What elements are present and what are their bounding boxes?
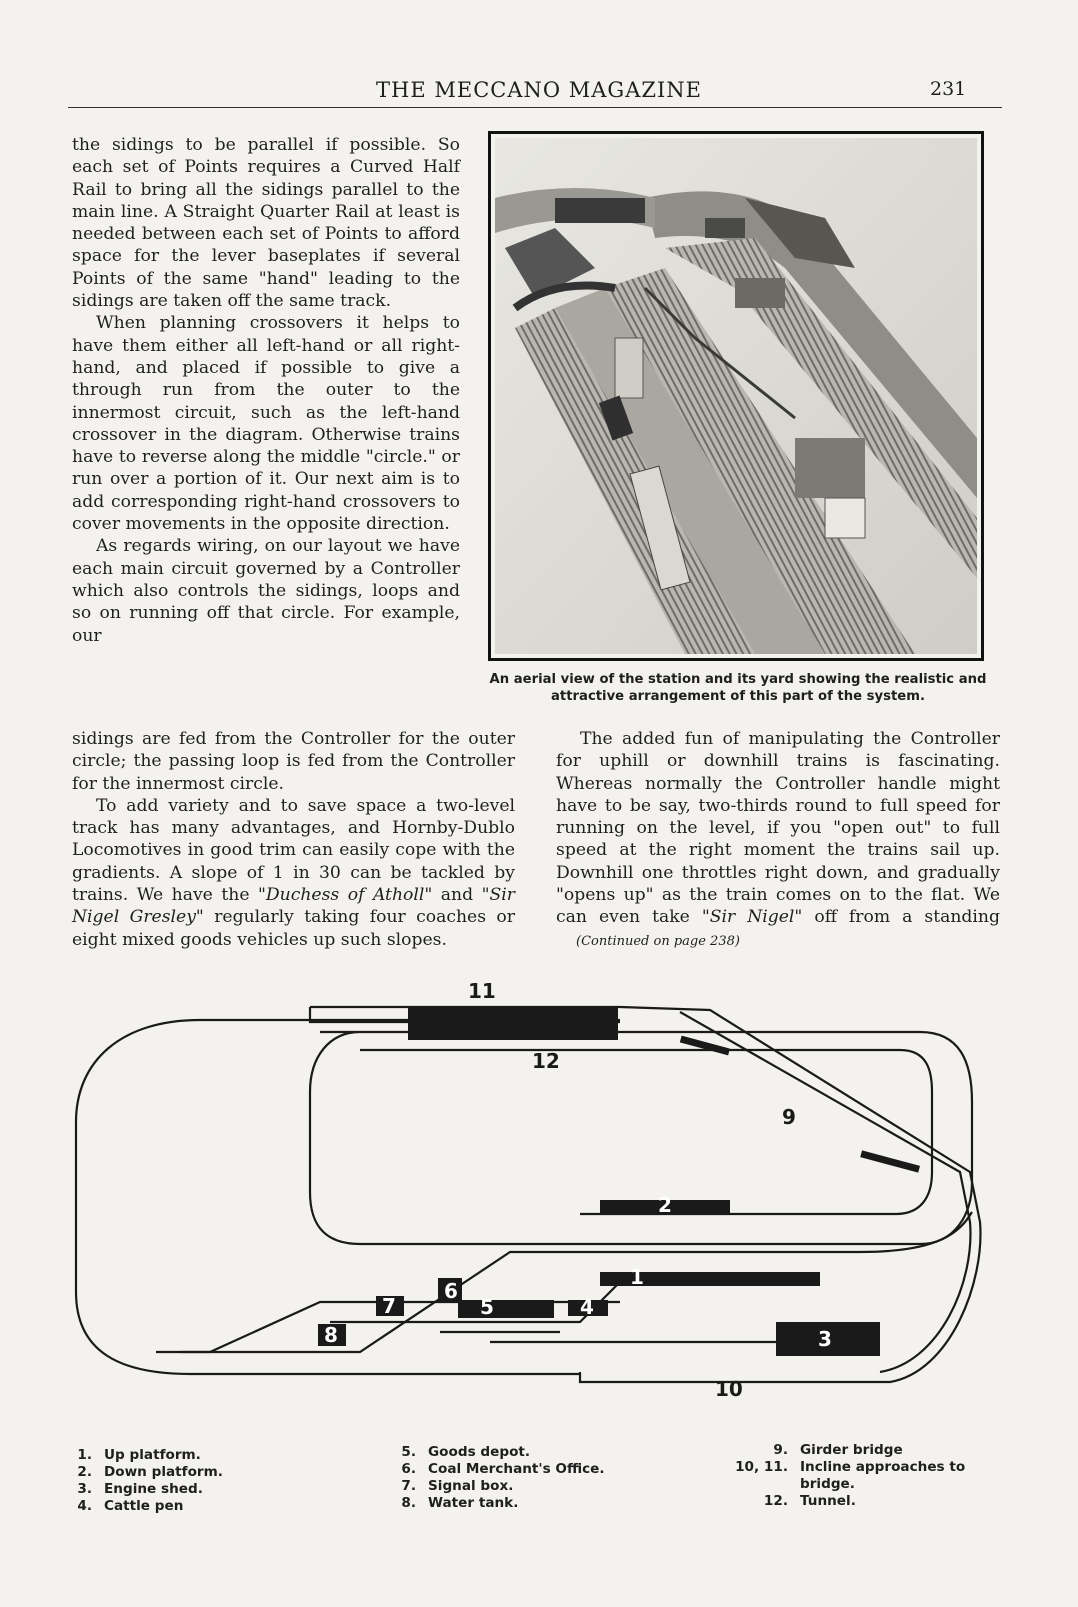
aerial-photo (488, 131, 984, 661)
continued-note: (Continued on page 238) (576, 933, 740, 949)
paragraph: To add variety and to save space a two-level track has many advantages, and Hornby-Dublo Locomotives in good trim can easily cope with the gradients. A slope of 1 in 30 can be tackled by trains. We have the "Duchess of Atholl" and "Sir Nigel Gresley" regularly taking four coaches or eight mixed goods vehicles up such slopes. (72, 795, 515, 950)
label-11: 11 (468, 982, 496, 1003)
structures (318, 1006, 920, 1356)
legend-item: 6. Coal Merchant's Office. (401, 1461, 605, 1477)
label-3: 3 (818, 1327, 832, 1351)
page-number: 231 (930, 78, 967, 100)
label-4: 4 (580, 1295, 594, 1319)
page-title: THE MECCANO MAGAZINE (376, 78, 702, 102)
label-10: 10 (715, 1377, 743, 1401)
paragraph: When planning crossovers it helps to have them either all left-hand or all right-hand, and placed if possible to give a through run from the outer to the innermost circuit, such as the left-hand crossover in the diagram. Otherwise trains have to reverse along the middle "circle." or run over a portion of it. Our next aim is to add corresponding right-hand crossovers to cover movements in the opposite direction. (72, 313, 460, 535)
paragraph: As regards wiring, on our layout we have each main circuit governed by a Controller which also controls the sidings, loops and so on running off that circle. For example, our (72, 536, 460, 646)
legend-item: 8. Water tank. (401, 1495, 519, 1511)
left-column-bottom (72, 728, 515, 951)
tunnel (408, 1006, 618, 1040)
legend-item: 12. Tunnel. (763, 1493, 856, 1509)
paragraph: the sidings to be parallel if possible. So each set of Points requires a Curved Half Rail to bring all the sidings parallel to the main line. A Straight Quarter Rail at least is needed between each set of Points to afford space for the lever baseplates if several Points of the same "hand" leading to the sidings are taken off the same track. (72, 135, 460, 312)
legend-item: 4. Cattle pen (77, 1498, 184, 1514)
goods-depot (458, 1300, 554, 1318)
header-rule (68, 107, 1002, 108)
legend-item: 3. Engine shed. (77, 1481, 203, 1497)
label-6: 6 (444, 1279, 458, 1303)
legend-column-1 (68, 1447, 223, 1515)
label-1: 1 (630, 1265, 644, 1289)
label-12: 12 (532, 1049, 560, 1073)
label-9: 9 (782, 1105, 796, 1129)
bridge-pier (680, 1036, 730, 1056)
legend-column-3 (732, 1442, 1012, 1510)
legend-item: 1. Up platform. (77, 1447, 201, 1463)
bridge-pier (860, 1150, 920, 1172)
legend-item: 10, 11. Incline approaches to bridge. (735, 1459, 966, 1492)
photo-caption: An aerial view of the station and its yard showing the realistic and attractive arrangement of this part of the system. (489, 672, 987, 704)
paragraph: sidings are fed from the Controller for the outer circle; the passing loop is fed from the Controller for the innermost circle. (72, 729, 515, 794)
label-7: 7 (382, 1294, 396, 1318)
track-layout-diagram (60, 982, 1020, 1412)
legend-item: 2. Down platform. (77, 1464, 223, 1480)
left-column-top (72, 134, 460, 647)
layout-photo-image (495, 138, 977, 654)
label-5: 5 (480, 1295, 494, 1319)
label-2: 2 (658, 1193, 672, 1217)
legend-item: 7. Signal box. (401, 1478, 514, 1494)
legend-item: 5. Goods depot. (401, 1444, 531, 1460)
legend-item: 9. Girder bridge (773, 1442, 903, 1458)
right-column (556, 728, 1000, 953)
paragraph: The added fun of manipulating the Controller for uphill or downhill trains is fascinating. Whereas normally the Controller handle might have to be say, two-thirds round to full speed for running on the level, if you "open out" to full speed at the right moment the trains sail up. Downhill one throttles right down, and gradually "opens up" as the train comes on to the flat. We can even take "Sir Nigel" off from a standing (Continued on page 238) (556, 729, 1000, 949)
label-8: 8 (324, 1323, 338, 1347)
legend-column-2 (392, 1444, 605, 1512)
